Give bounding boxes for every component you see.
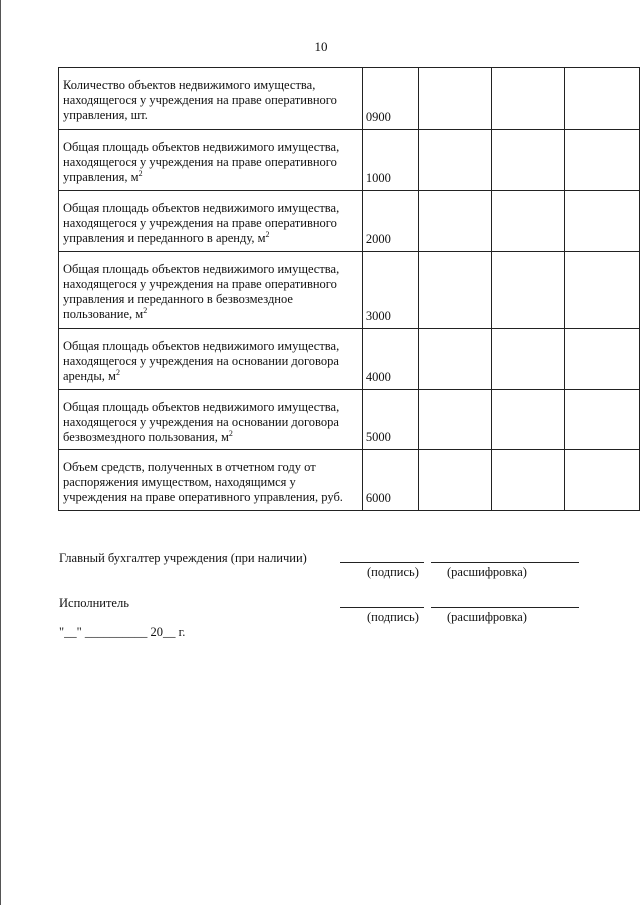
value-cell-3[interactable] bbox=[565, 68, 640, 130]
executor-transcript-line[interactable] bbox=[431, 607, 579, 608]
table-row bbox=[59, 68, 640, 130]
unit-exponent: 2 bbox=[143, 305, 148, 315]
chief-signature-line[interactable] bbox=[340, 562, 424, 563]
table-row bbox=[59, 252, 640, 329]
value-cell-1[interactable] bbox=[418, 252, 491, 329]
row-name: Общая площадь объектов недвижимого имущества, находящегося у учреждения на праве оперативного управления и переданного в безвозмездное пользование, м bbox=[63, 262, 340, 321]
row-name-cell bbox=[59, 191, 363, 252]
value-cell-1[interactable] bbox=[418, 68, 491, 130]
row-name-cell bbox=[59, 329, 363, 390]
unit-exponent: 2 bbox=[115, 367, 120, 377]
table-row bbox=[59, 450, 640, 511]
row-name-cell bbox=[59, 450, 363, 511]
value-cell-3[interactable] bbox=[565, 252, 640, 329]
row-name: Общая площадь объектов недвижимого имущества, находящегося у учреждения на праве оперативного управления, м bbox=[63, 140, 340, 184]
executor-signature-line[interactable] bbox=[340, 607, 424, 608]
table-row bbox=[59, 390, 640, 450]
row-code-cell: 5000 bbox=[362, 390, 418, 450]
value-cell-2[interactable] bbox=[491, 450, 565, 511]
row-name-cell bbox=[59, 390, 363, 450]
date-line: "__" __________ 20__ г. bbox=[59, 625, 186, 639]
row-code-cell: 3000 bbox=[362, 252, 418, 329]
value-cell-2[interactable] bbox=[491, 68, 565, 130]
value-cell-1[interactable] bbox=[418, 329, 491, 390]
row-code-cell: 4000 bbox=[362, 329, 418, 390]
value-cell-3[interactable] bbox=[565, 450, 640, 511]
value-cell-1[interactable] bbox=[418, 450, 491, 511]
row-name: Общая площадь объектов недвижимого имущества, находящегося у учреждения на основании договора аренды, м bbox=[63, 339, 340, 383]
table-row bbox=[59, 191, 640, 252]
row-name-cell bbox=[59, 130, 363, 191]
chief-transcript-caption: (расшифровка) bbox=[447, 565, 527, 579]
executor-transcript-caption: (расшифровка) bbox=[447, 610, 527, 624]
row-name-cell bbox=[59, 252, 363, 329]
value-cell-3[interactable] bbox=[565, 390, 640, 450]
value-cell-3[interactable] bbox=[565, 191, 640, 252]
row-code-cell: 1000 bbox=[362, 130, 418, 191]
value-cell-2[interactable] bbox=[491, 390, 565, 450]
value-cell-2[interactable] bbox=[491, 329, 565, 390]
row-name: Общая площадь объектов недвижимого имущества, находящегося у учреждения на основании договора безвозмездного пользования, м bbox=[63, 400, 340, 444]
row-code-cell: 0900 bbox=[362, 68, 418, 130]
chief-transcript-line[interactable] bbox=[431, 562, 579, 563]
row-code-cell: 2000 bbox=[362, 191, 418, 252]
value-cell-3[interactable] bbox=[565, 130, 640, 191]
value-cell-2[interactable] bbox=[491, 252, 565, 329]
executor-label: Исполнитель bbox=[59, 596, 129, 610]
unit-exponent: 2 bbox=[228, 428, 233, 438]
table-row bbox=[59, 329, 640, 390]
unit-exponent: 2 bbox=[138, 168, 143, 178]
row-name: Количество объектов недвижимого имущества, находящегося у учреждения на праве оперативного управления, шт. bbox=[63, 78, 337, 122]
value-cell-3[interactable] bbox=[565, 329, 640, 390]
page-number: 10 bbox=[314, 39, 328, 54]
row-name: Объем средств, полученных в отчетном году от распоряжения имуществом, находящимся у учреждения на праве оперативного управления, руб. bbox=[63, 460, 343, 504]
executor-signature-caption: (подпись) bbox=[367, 610, 419, 624]
row-name: Общая площадь объектов недвижимого имущества, находящегося у учреждения на праве оперативного управления и переданного в аренду, м bbox=[63, 201, 340, 245]
row-name-cell bbox=[59, 68, 363, 130]
chief-accountant-label: Главный бухгалтер учреждения (при наличии) bbox=[59, 551, 307, 565]
table-row bbox=[59, 130, 640, 191]
value-cell-1[interactable] bbox=[418, 390, 491, 450]
chief-signature-caption: (подпись) bbox=[367, 565, 419, 579]
value-cell-1[interactable] bbox=[418, 130, 491, 191]
value-cell-2[interactable] bbox=[491, 130, 565, 191]
value-cell-1[interactable] bbox=[418, 191, 491, 252]
unit-exponent: 2 bbox=[265, 229, 270, 239]
row-code-cell: 6000 bbox=[362, 450, 418, 511]
property-table bbox=[58, 67, 640, 511]
value-cell-2[interactable] bbox=[491, 191, 565, 252]
